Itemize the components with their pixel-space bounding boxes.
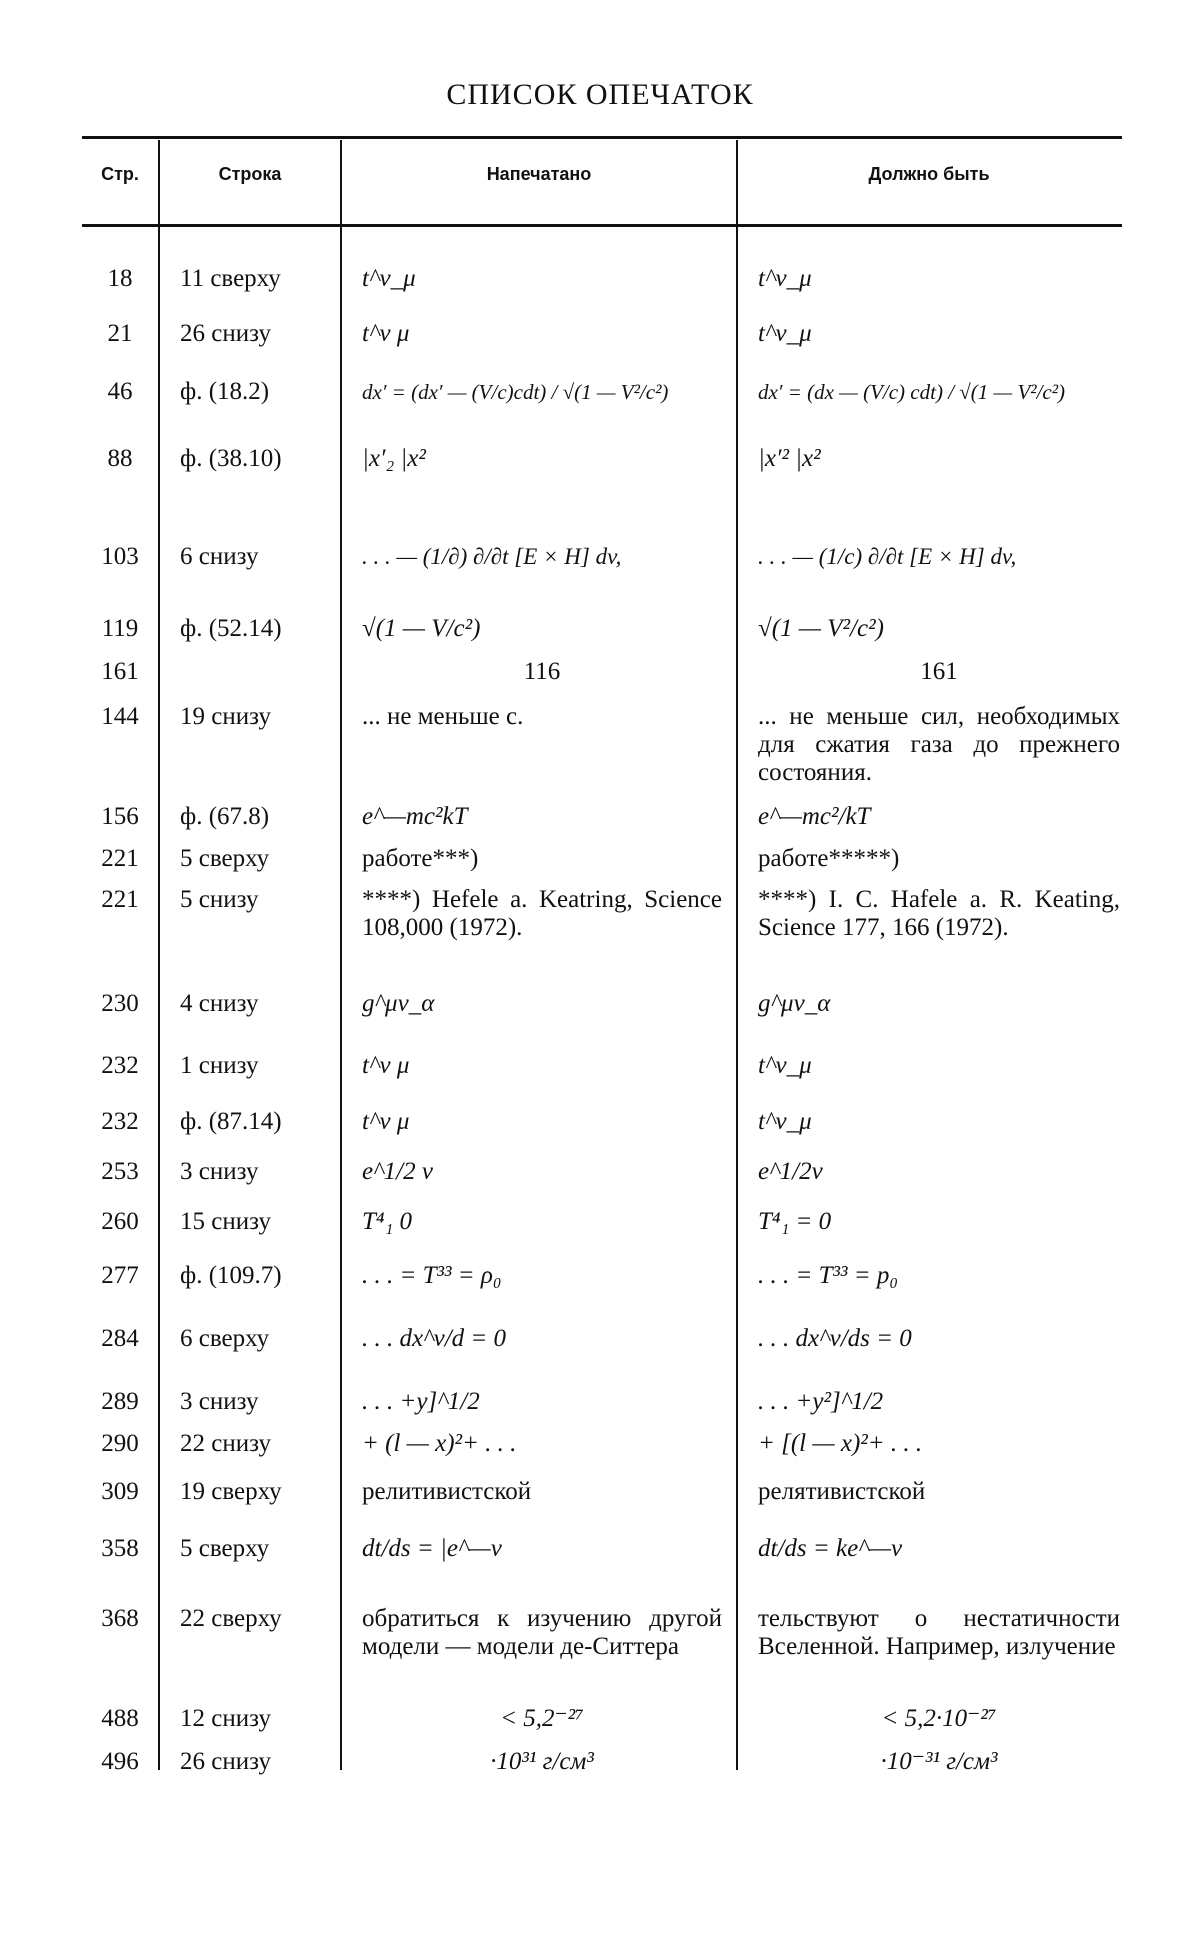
cell-printed: + (l — x)²+ . . . <box>362 1430 517 1457</box>
cell-printed: 116 <box>523 658 561 685</box>
cell-should-be: тельствуют о нестатичности Вселенной. Например, излучение <box>758 1605 1120 1660</box>
cell-page: 260 <box>101 1208 139 1235</box>
cell-page: 496 <box>101 1748 139 1775</box>
cell-page: 103 <box>101 543 139 570</box>
cell-printed: e^—mc²kT <box>362 803 468 830</box>
cell-printed: обратиться к изучению другой модели — модели де-Ситтера <box>362 1605 722 1660</box>
cell-line: ф. (87.14) <box>180 1108 282 1135</box>
cell-should-be: . . . = T³³ = p₀ <box>758 1262 899 1289</box>
cell-page: 221 <box>101 886 139 913</box>
cell-line: 26 снизу <box>180 1748 271 1775</box>
cell-should-be: t^ν_μ <box>758 320 812 347</box>
cell-line: 3 снизу <box>180 1158 259 1185</box>
cell-printed: g^μν_α <box>362 990 435 1017</box>
header-should-be: Должно быть <box>868 164 990 184</box>
cell-printed: t^ν μ <box>362 1108 410 1135</box>
cell-page: 368 <box>101 1605 139 1632</box>
cell-printed: dx′ = (dx′ — (V/c)cdt) / √(1 — V²/c²) <box>362 380 669 404</box>
cell-line: ф. (38.10) <box>180 445 282 472</box>
cell-page: 156 <box>101 803 139 830</box>
cell-printed: T⁴₁ 0 <box>362 1208 413 1235</box>
cell-line: 22 сверху <box>180 1605 282 1632</box>
cell-printed: < 5,2⁻²⁷ <box>500 1705 584 1732</box>
cell-printed: ... не меньше c. <box>362 703 524 730</box>
cell-line: 15 снизу <box>180 1208 271 1235</box>
cell-line: 5 сверху <box>180 845 270 872</box>
cell-line: 1 снизу <box>180 1052 259 1079</box>
cell-should-be: e^1/2ν <box>758 1158 823 1185</box>
cell-page: 144 <box>101 703 139 730</box>
cell-page: 221 <box>101 845 139 872</box>
cell-page: 46 <box>107 378 133 405</box>
cell-page: 253 <box>101 1158 139 1185</box>
cell-printed: релитивистской <box>362 1478 532 1505</box>
cell-page: 232 <box>101 1052 139 1079</box>
cell-should-be: 161 <box>920 658 958 685</box>
cell-should-be: работе*****) <box>758 845 900 872</box>
cell-should-be: + [(l — x)²+ . . . <box>758 1430 923 1457</box>
cell-line: 26 снизу <box>180 320 271 347</box>
cell-printed: . . . +y]^1/2 <box>362 1388 480 1415</box>
cell-line: 4 снизу <box>180 990 259 1017</box>
cell-printed: ****) Hefele a. Keatring, Science 108,000 (1972). <box>362 886 722 941</box>
cell-printed: dt/ds = |e^—ν <box>362 1535 502 1562</box>
cell-line: 19 снизу <box>180 703 271 730</box>
cell-should-be: T⁴₁ = 0 <box>758 1208 832 1235</box>
cell-should-be: . . . +y²]^1/2 <box>758 1388 884 1415</box>
cell-page: 18 <box>107 265 133 292</box>
cell-printed: |x′₂ |x² <box>362 445 426 472</box>
cell-should-be: √(1 — V²/c²) <box>758 615 884 642</box>
cell-should-be: . . . — (1/c) ∂/∂t [E × H] dv, <box>758 544 1017 569</box>
cell-page: 289 <box>101 1388 139 1415</box>
cell-page: 284 <box>101 1325 139 1352</box>
cell-should-be: |x′² |x² <box>758 445 821 472</box>
cell-line: ф. (52.14) <box>180 615 282 642</box>
cell-page: 88 <box>107 445 133 472</box>
cell-printed: t^ν_μ <box>362 265 416 292</box>
cell-line: 6 снизу <box>180 543 259 570</box>
cell-printed: . . . — (1/∂) ∂/∂t [E × H] dv, <box>362 544 622 569</box>
header-page: Стр. <box>101 164 139 184</box>
cell-should-be: . . . dx^ν/ds = 0 <box>758 1325 912 1352</box>
cell-should-be: релятивистской <box>758 1478 926 1505</box>
cell-page: 309 <box>101 1478 139 1505</box>
header-line: Строка <box>218 164 282 184</box>
cell-page: 119 <box>101 615 139 642</box>
page-title: СПИСОК ОПЕЧАТОК <box>446 78 754 111</box>
cell-printed: . . . dx^ν/d = 0 <box>362 1325 507 1352</box>
cell-should-be: dt/ds = ke^—ν <box>758 1535 903 1562</box>
cell-line: ф. (67.8) <box>180 803 270 830</box>
cell-line: 12 снизу <box>180 1705 271 1732</box>
cell-should-be: g^μν_α <box>758 990 831 1017</box>
cell-line: 5 сверху <box>180 1535 270 1562</box>
header-printed: Напечатано <box>486 164 592 184</box>
cell-printed: t^ν μ <box>362 320 410 347</box>
cell-page: 290 <box>101 1430 139 1457</box>
cell-page: 21 <box>107 320 133 347</box>
cell-printed: ·10³¹ г/см³ <box>490 1748 594 1775</box>
cell-page: 358 <box>101 1535 139 1562</box>
cell-printed: √(1 — V/c²) <box>362 615 481 642</box>
cell-page: 232 <box>101 1108 139 1135</box>
cell-printed: e^1/2 ν <box>362 1158 433 1185</box>
cell-should-be: e^—mc²/kT <box>758 803 871 830</box>
cell-line: 5 снизу <box>180 886 259 913</box>
cell-line: 11 сверху <box>180 265 281 292</box>
cell-should-be: ·10⁻³¹ г/см³ <box>880 1748 998 1775</box>
cell-page: 488 <box>101 1705 139 1732</box>
cell-printed: t^ν μ <box>362 1052 410 1079</box>
cell-line: ф. (18.2) <box>180 378 270 405</box>
cell-line: 6 сверху <box>180 1325 270 1352</box>
cell-line: ф. (109.7) <box>180 1262 282 1289</box>
cell-page: 277 <box>101 1262 139 1289</box>
cell-should-be: t^ν_μ <box>758 265 812 292</box>
cell-should-be: t^ν_μ <box>758 1052 812 1079</box>
cell-line: 19 сверху <box>180 1478 282 1505</box>
cell-should-be: dx′ = (dx — (V/c) cdt) / √(1 — V²/c²) <box>758 380 1066 404</box>
cell-should-be: < 5,2·10⁻²⁷ <box>881 1705 997 1732</box>
cell-printed: работе***) <box>362 845 479 872</box>
cell-line: 22 снизу <box>180 1430 271 1457</box>
cell-line: 3 снизу <box>180 1388 259 1415</box>
cell-should-be: ... не меньше сил, необходимых для сжатия газа до прежнего состояния. <box>758 703 1120 786</box>
cell-should-be: ****) I. C. Hafele a. R. Keating, Science 177, 166 (1972). <box>758 886 1120 941</box>
cell-should-be: t^ν_μ <box>758 1108 812 1135</box>
cell-page: 161 <box>101 658 139 685</box>
cell-page: 230 <box>101 990 139 1017</box>
cell-printed: . . . = T³³ = ρ₀ <box>362 1262 502 1289</box>
